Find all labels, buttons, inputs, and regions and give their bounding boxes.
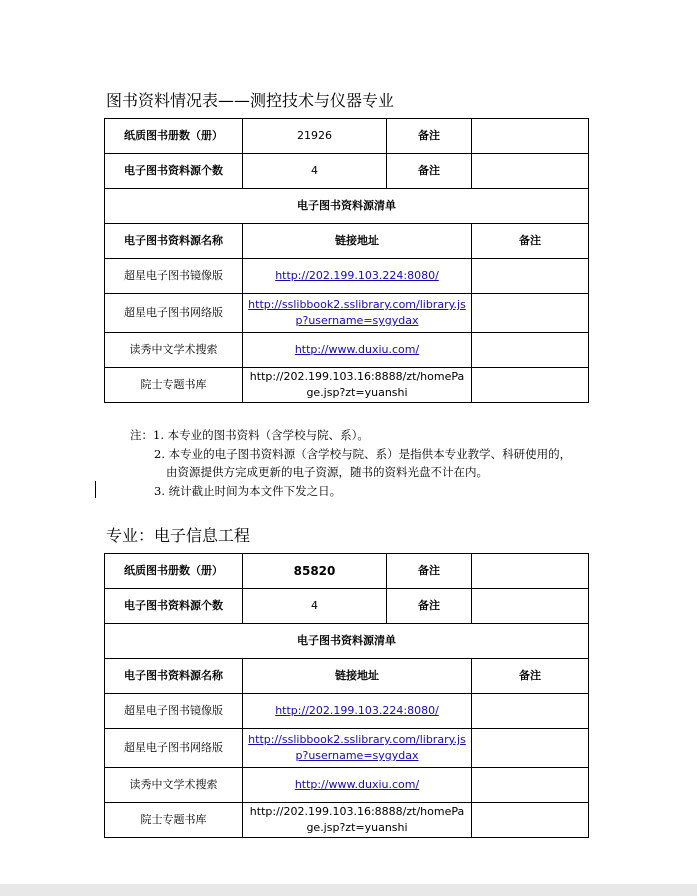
paper-count-value: 21926: [243, 119, 387, 154]
source-name: 读秀中文学术搜索: [105, 768, 243, 803]
source-remark: [472, 729, 589, 768]
remark-label: 备注: [387, 554, 472, 589]
table-row: [105, 368, 589, 403]
col-header-link: 链接地址: [243, 224, 472, 259]
section2-table: [104, 553, 589, 838]
source-name: 超星电子图书网络版: [105, 294, 243, 333]
table-row: [105, 729, 589, 768]
source-remark: [472, 694, 589, 729]
table-row: [105, 189, 589, 224]
paper-count-label: 纸质图书册数（册）: [105, 554, 243, 589]
table-row: [105, 259, 589, 294]
remark-label: 备注: [387, 119, 472, 154]
source-name: 超星电子图书网络版: [105, 729, 243, 768]
table-row: [105, 803, 589, 838]
table-row: [105, 333, 589, 368]
paper-count-label: 纸质图书册数（册）: [105, 119, 243, 154]
table-row: [105, 694, 589, 729]
col-header-name: 电子图书资料源名称: [105, 659, 243, 694]
table-row: [105, 154, 589, 189]
table-header-row: [105, 224, 589, 259]
ebook-source-label: 电子图书资料源个数: [105, 154, 243, 189]
col-header-link: 链接地址: [243, 659, 472, 694]
source-remark: [472, 294, 589, 333]
source-link[interactable]: http://sslibbook2.sslibrary.com/library.jsp?username=sygydax: [248, 298, 466, 327]
ebook-source-count: 4: [243, 589, 387, 624]
notes-prefix: 注：: [130, 428, 153, 442]
note-line: [130, 426, 571, 445]
source-link-text: http://202.199.103.16:8888/zt/homePage.jsp?zt=yuanshi: [243, 803, 472, 838]
source-remark: [472, 368, 589, 403]
source-name: 读秀中文学术搜索: [105, 333, 243, 368]
remark-value: [472, 589, 589, 624]
text-cursor: [95, 481, 96, 498]
source-link[interactable]: http://www.duxiu.com/: [294, 343, 420, 356]
paper-count-value: 85820: [243, 554, 387, 589]
source-name: 院士专题书库: [105, 803, 243, 838]
source-name: 超星电子图书镜像版: [105, 259, 243, 294]
remark-label: 备注: [387, 154, 472, 189]
source-link[interactable]: http://202.199.103.224:8080/: [275, 704, 439, 717]
note-2a: 2. 本专业的电子图书资料源（含学校与院、系）是指供本专业教学、科研使用的，: [154, 446, 572, 461]
col-header-remark: 备注: [472, 659, 589, 694]
source-link[interactable]: http://sslibbook2.sslibrary.com/library.jsp?username=sygydax: [248, 733, 466, 762]
table-row: [105, 119, 589, 154]
remark-value: [472, 554, 589, 589]
source-remark: [472, 768, 589, 803]
table-row: [105, 554, 589, 589]
ebook-source-label: 电子图书资料源个数: [105, 589, 243, 624]
table-row: [105, 589, 589, 624]
col-header-remark: 备注: [472, 224, 589, 259]
section2-title: 专业：电子信息工程: [106, 526, 251, 545]
note-3: 3. 统计截止时间为本文件下发之日。: [154, 483, 342, 498]
source-name: 院士专题书库: [105, 368, 243, 403]
source-link-text: http://202.199.103.16:8888/zt/homePage.jsp?zt=yuanshi: [243, 368, 472, 403]
source-name: 超星电子图书镜像版: [105, 694, 243, 729]
notes: [130, 426, 571, 500]
table-row: [105, 294, 589, 333]
ebook-list-title: 电子图书资料源清单: [105, 189, 589, 224]
col-header-name: 电子图书资料源名称: [105, 224, 243, 259]
table-row: [105, 768, 589, 803]
source-link[interactable]: http://202.199.103.224:8080/: [275, 269, 439, 282]
bottom-scroll-area: [0, 884, 697, 896]
remark-value: [472, 119, 589, 154]
ebook-source-count: 4: [243, 154, 387, 189]
remark-value: [472, 154, 589, 189]
table-row: [105, 624, 589, 659]
source-remark: [472, 259, 589, 294]
ebook-list-title: 电子图书资料源清单: [105, 624, 589, 659]
table-header-row: [105, 659, 589, 694]
source-link[interactable]: http://www.duxiu.com/: [294, 778, 420, 791]
remark-label: 备注: [387, 589, 472, 624]
section1-table: [104, 118, 589, 403]
section1-title: 图书资料情况表——测控技术与仪器专业: [106, 91, 395, 110]
note-1: 1. 本专业的图书资料（含学校与院、系）。: [153, 428, 369, 442]
source-remark: [472, 333, 589, 368]
source-remark: [472, 803, 589, 838]
note-2b: 由资源提供方完成更新的电子资源，随书的资料光盘不计在内。: [166, 465, 488, 479]
